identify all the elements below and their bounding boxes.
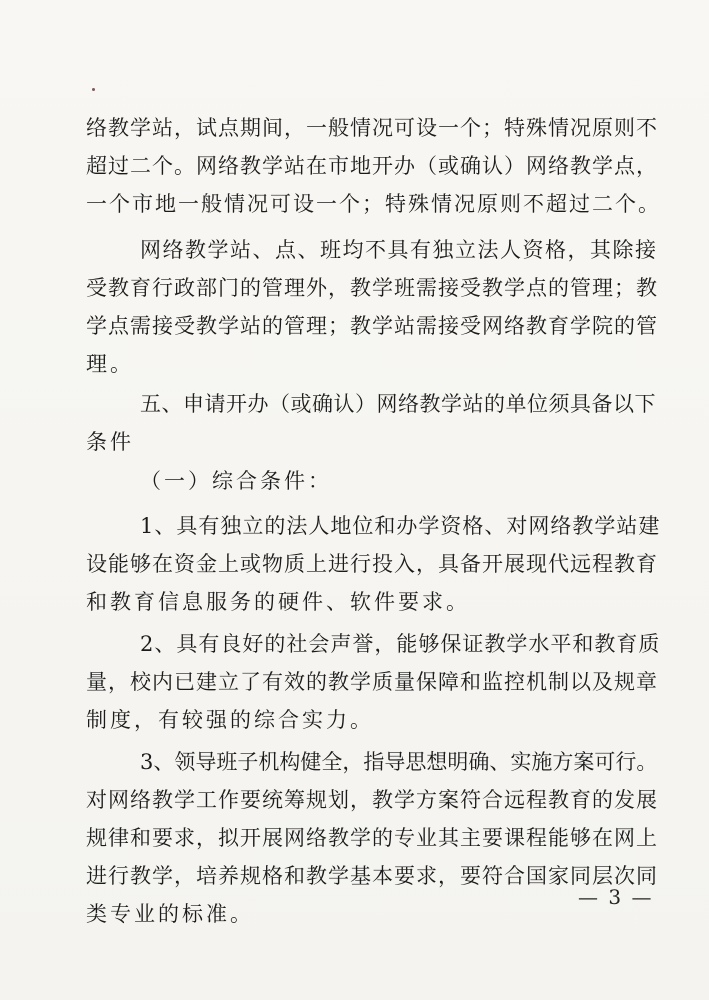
page-number: — 3 — (578, 885, 654, 909)
text-line: 类专业的标准。 (86, 902, 254, 926)
text-line: 设能够在资金上或物质上进行投入，具备开展现代远程教育 (86, 552, 658, 576)
text-line: 规律和要求，拟开展网络教学的专业其主要课程能够在网上 (86, 826, 658, 850)
text-line: 1、具有独立的法人地位和办学资格、对网络教学站建 (140, 514, 661, 538)
text-line: （一）综合条件： (140, 469, 332, 493)
text-line: 一个市地一般情况可设一个；特殊情况原则不超过二个。 (86, 192, 661, 216)
text-line: 量，校内已建立了有效的教学质量保障和监控机制以及规章 (86, 670, 658, 694)
text-line: 网络教学站、点、班均不具有独立法人资格，其除接 (140, 238, 658, 262)
text-line: 3、领导班子机构健全，指导思想明确、实施方案可行。 (140, 750, 658, 774)
text-line: 超过二个。网络教学站在市地开办（或确认）网络教学点， (86, 154, 658, 178)
text-line: 五、申请开办（或确认）网络教学站的单位须具备以下 (140, 392, 656, 416)
text-line: 对网络教学工作要统筹规划，教学方案符合远程教育的发展 (86, 788, 658, 812)
text-line: 进行教学，培养规格和教学基本要求，要符合国家同层次同 (86, 864, 658, 888)
text-line: 受教育行政部门的管理外，教学班需接受教学点的管理；教 (86, 276, 658, 300)
text-line: 2、具有良好的社会声誉，能够保证教学水平和教育质 (140, 632, 661, 656)
text-line: 和教育信息服务的硬件、软件要求。 (86, 590, 470, 614)
text-line: 条件 (86, 430, 134, 454)
text-line: 制度，有较强的综合实力。 (86, 708, 374, 732)
text-line: 络教学站，试点期间，一般情况可设一个；特殊情况原则不 (86, 116, 658, 140)
text-line: 学点需接受教学站的管理；教学站需接受网络教育学院的管 (86, 314, 658, 338)
scan-speck (92, 88, 95, 91)
text-line: 理。 (86, 352, 134, 376)
